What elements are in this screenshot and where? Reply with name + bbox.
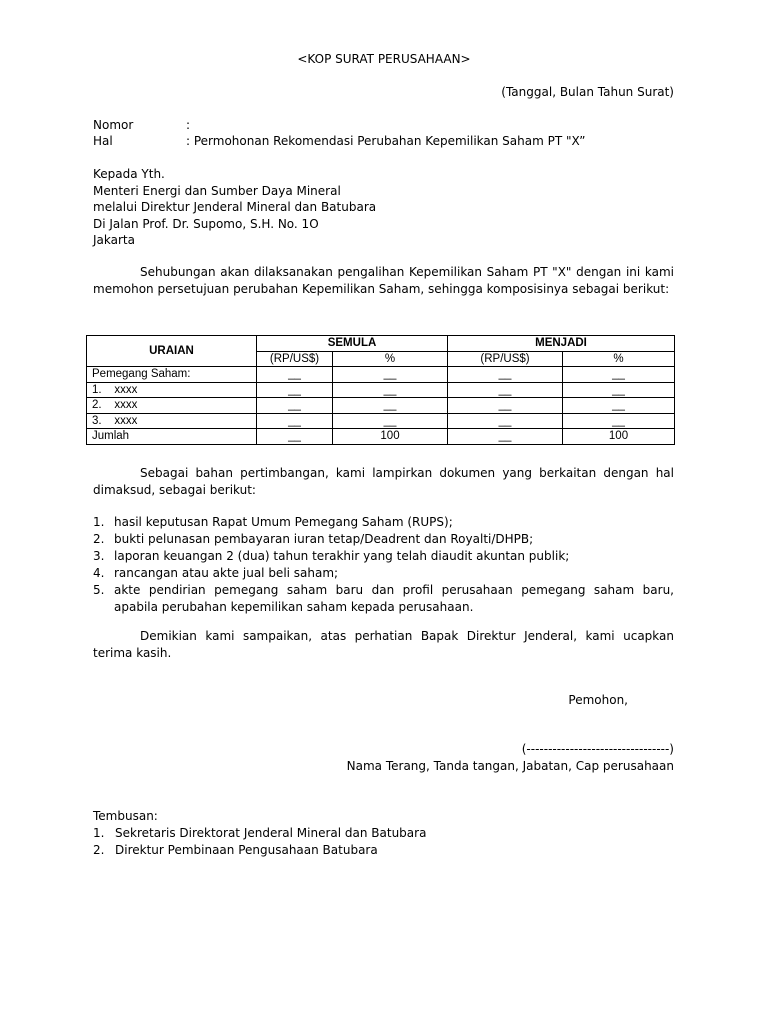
list-item — [93, 582, 674, 616]
cc-text: Direktur Pembinaan Pengusahaan Batubara — [115, 843, 378, 857]
cc-section — [93, 808, 426, 859]
cell: __ — [333, 382, 448, 398]
cell: __ — [563, 398, 675, 414]
cc-text: Sekretaris Direktorat Jenderal Mineral dan Batubara — [115, 826, 427, 840]
list-number: 4. — [93, 566, 105, 580]
cell: __ — [448, 382, 563, 398]
signature-line: (---------------------------------) — [521, 742, 674, 756]
letter-date: (Tanggal, Bulan Tahun Surat) — [501, 85, 674, 99]
cell: __ — [257, 429, 333, 445]
cell: __ — [563, 382, 675, 398]
list-number: 5. — [93, 583, 105, 597]
attachment-list — [93, 514, 674, 616]
cc-number: 1. — [93, 826, 105, 840]
list-item — [93, 565, 674, 582]
cell: __ — [333, 367, 448, 383]
cell: __ — [563, 413, 675, 429]
cell: 100 — [563, 429, 675, 445]
nomor-row — [93, 118, 190, 132]
list-text: laporan keuangan 2 (dua) tahun terakhir yang telah diaudit akuntan publik; — [114, 549, 570, 563]
header-menjadi: MENJADI — [448, 336, 675, 352]
cell: __ — [333, 398, 448, 414]
cell: __ — [448, 398, 563, 414]
table-row — [87, 382, 675, 398]
subheader-pct-semula: % — [333, 351, 448, 367]
address-line: Kepada Yth. — [93, 167, 165, 181]
cc-title: Tembusan: — [93, 809, 158, 823]
closing-paragraph: Demikian kami sampaikan, atas perhatian Bapak Direktur Jenderal, kami ucapkan terima kasih. — [93, 629, 674, 660]
hal-value: : Permohonan Rekomendasi Perubahan Kepemilikan Saham PT "X” — [186, 134, 586, 148]
address-line: melalui Direktur Jenderal Mineral dan Batubara — [93, 200, 377, 214]
cell: __ — [257, 398, 333, 414]
recipient-address — [93, 166, 376, 249]
cc-number: 2. — [93, 843, 105, 857]
subheader-pct-menjadi: % — [563, 351, 675, 367]
address-line: Jakarta — [93, 233, 135, 247]
cell: 100 — [333, 429, 448, 445]
applicant-label: Pemohon, — [568, 693, 628, 707]
row-label: Jumlah — [87, 429, 257, 445]
table-row-total — [87, 429, 675, 445]
subheader-rp-semula: (RP/US$) — [257, 351, 333, 367]
table-row — [87, 398, 675, 414]
list-item — [93, 548, 674, 565]
list-number: 3. — [93, 549, 105, 563]
hal-row — [93, 134, 585, 148]
nomor-value: : — [186, 118, 191, 132]
list-text: hasil keputusan Rapat Umum Pemegang Saham (RUPS); — [114, 515, 453, 529]
table-row — [87, 413, 675, 429]
letterhead-placeholder: <KOP SURAT PERUSAHAAN> — [297, 52, 471, 66]
list-number: 2. — [93, 532, 105, 546]
table-row — [87, 367, 675, 383]
cell: __ — [257, 382, 333, 398]
list-item — [93, 514, 674, 531]
cell: __ — [257, 367, 333, 383]
list-text: akte pendirian pemegang saham baru dan profil perusahaan pemegang saham baru, apabila perubahan kepemilikan saham kepada perusahaan. — [114, 583, 674, 614]
nomor-label: Nomor — [93, 118, 134, 132]
row-label: 2. xxxx — [87, 398, 257, 414]
header-uraian: URAIAN — [87, 336, 257, 367]
attachment-paragraph: Sebagai bahan pertimbangan, kami lampirkan dokumen yang berkaitan dengan hal dimaksud, sebagai berikut: — [93, 466, 674, 497]
share-composition-table — [86, 335, 675, 445]
opening-paragraph: Sehubungan akan dilaksanakan pengalihan Kepemilikan Saham PT "X" dengan ini kami memohon persetujuan perubahan Kepemilikan Saham, sehingga komposisinya sebagai berikut: — [93, 265, 674, 296]
cell: __ — [257, 413, 333, 429]
cell: __ — [448, 413, 563, 429]
hal-label: Hal — [93, 134, 113, 148]
list-text: rancangan atau akte jual beli saham; — [114, 566, 339, 580]
address-line: Di Jalan Prof. Dr. Supomo, S.H. No. 1O — [93, 216, 319, 231]
header-semula: SEMULA — [257, 336, 448, 352]
row-label: Pemegang Saham: — [87, 367, 257, 383]
row-label: 1. xxxx — [87, 382, 257, 398]
subheader-rp-menjadi: (RP/US$) — [448, 351, 563, 367]
cell: __ — [448, 429, 563, 445]
list-item — [93, 531, 674, 548]
list-number: 1. — [93, 515, 105, 529]
row-label: 3. xxxx — [87, 413, 257, 429]
address-line: Menteri Energi dan Sumber Daya Mineral — [93, 183, 341, 198]
signature-caption: Nama Terang, Tanda tangan, Jabatan, Cap perusahaan — [346, 759, 674, 773]
list-text: bukti pelunasan pembayaran iuran tetap/Deadrent dan Royalti/DHPB; — [114, 532, 534, 546]
cc-item — [93, 842, 426, 859]
cell: __ — [333, 413, 448, 429]
cell: __ — [563, 367, 675, 383]
cell: __ — [448, 367, 563, 383]
cc-item — [93, 825, 426, 842]
